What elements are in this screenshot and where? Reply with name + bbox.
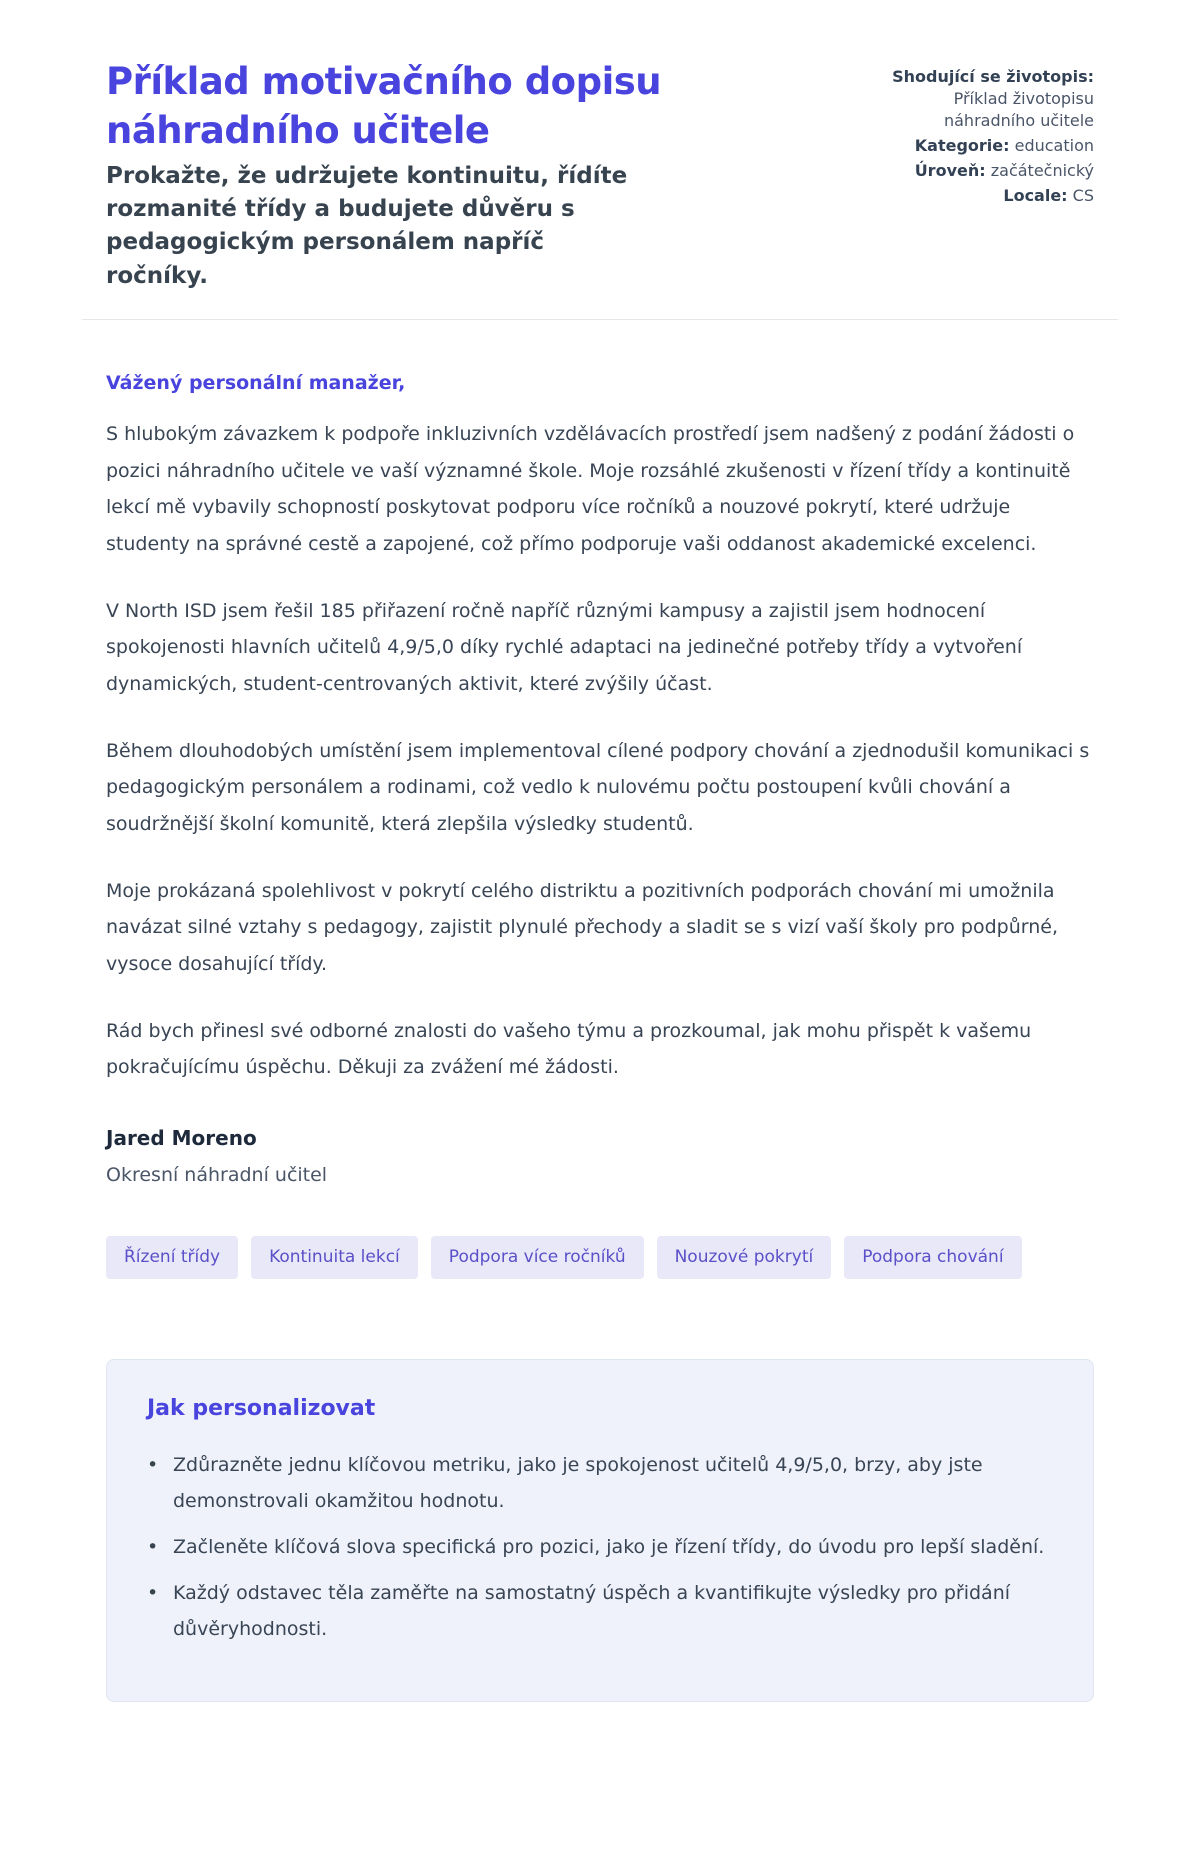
personalize-box [106, 1359, 1094, 1702]
bullet-dot-icon: • [147, 1536, 159, 1559]
keyword-tag: Nouzové pokrytí [657, 1236, 832, 1279]
personalize-item-text: Každý odstavec těla zaměřte na samostatný úspěch a kvantifikujte výsledky pro přidání důvěryhodnosti. [173, 1582, 1011, 1641]
meta-category-value: education [1014, 136, 1094, 156]
meta-level [794, 160, 1094, 182]
keyword-tag: Podpora více ročníků [431, 1236, 644, 1279]
personalize-item [147, 1575, 1053, 1647]
personalize-title: Jak personalizovat [147, 1395, 376, 1421]
personalize-item [147, 1529, 1053, 1565]
personalize-item-text: Zdůrazněte jednu klíčovou metriku, jako je spokojenost učitelů 4,9/5,0, brzy, aby jste demonstrovali okamžitou hodnotu. [173, 1453, 983, 1512]
meta-level-label: Úroveň: [914, 161, 986, 181]
personalize-list [147, 1447, 1053, 1647]
meta-locale [794, 185, 1094, 207]
keyword-tag: Podpora chování [844, 1236, 1021, 1279]
letter-paragraph: Rád bych přinesl své odborné znalosti do vašeho týmu a prozkoumal, jak mohu přispět k vašemu pokračujícímu úspěchu. Děkuji za zvážení mé žádosti. [106, 1019, 1032, 1079]
signature-role: Okresní náhradní učitel [106, 1163, 328, 1186]
keyword-tag: Kontinuita lekcí [251, 1236, 418, 1279]
meta-matching-resume-value: Příklad životopisu náhradního učitele [943, 89, 1094, 131]
meta-panel [794, 58, 1094, 210]
meta-level-value: začátečnický [990, 161, 1094, 181]
header [82, 58, 1118, 293]
keyword-tag: Řízení třídy [106, 1236, 238, 1279]
bullet-dot-icon: • [147, 1582, 159, 1605]
meta-locale-value: CS [1072, 186, 1094, 206]
bullet-dot-icon: • [147, 1453, 159, 1476]
letter-paragraph: Moje prokázaná spolehlivost v pokrytí celého distriktu a pozitivních podporách chování mi umožnila navázat silné vztahy s pedagogy, zajistit plynulé přechody a sladit se s vizí vaší školy pro podpůrné, vysoce dosahující třídy. [106, 879, 1059, 975]
personalize-item-text: Začleněte klíčová slova specifická pro pozici, jako je řízení třídy, do úvodu pro lepší sladění. [173, 1536, 1045, 1559]
signature-name: Jared Moreno [106, 1125, 257, 1150]
personalize-item [147, 1447, 1053, 1519]
page-subtitle: Prokažte, že udržujete kontinuitu, řídíte rozmanité třídy a budujete důvěru s pedagogickým personálem napříč ročníky. [106, 162, 628, 289]
signature-block [106, 1126, 1094, 1186]
meta-locale-label: Locale: [1003, 186, 1068, 206]
letter-paragraph: V North ISD jsem řešil 185 přiřazení ročně napříč různými kampusy a zajistil jsem hodnocení spokojenosti hlavních učitelů 4,9/5,0 díky rychlé adaptaci na jedinečné potřeby třídy a vytvoření dynamických, student-centrovaných aktivit, které zvýšily účast. [106, 599, 1023, 695]
header-title-block [106, 58, 726, 293]
letter-paragraphs [106, 416, 1094, 1086]
keyword-tags [82, 1236, 1118, 1279]
letter-greeting: Vážený personální manažer, [106, 372, 406, 395]
meta-category-label: Kategorie: [914, 136, 1010, 156]
letter-paragraph: Během dlouhodobých umístění jsem implementoval cílené podpory chování a zjednodušil komunikaci s pedagogickým personálem a rodinami, což vedlo k nulovému počtu postoupení kvůli chování a soudržnější školní komunitě, která zlepšila výsledky studentů. [106, 739, 1090, 835]
meta-category [794, 135, 1094, 157]
header-divider [82, 319, 1118, 320]
page-title: Příklad motivačního dopisu náhradního učitele [106, 60, 662, 152]
letter-paragraph: S hlubokým závazkem k podpoře inkluzivních vzdělávacích prostředí jsem nadšený z podání žádosti o pozici náhradního učitele ve vaší významné škole. Moje rozsáhlé zkušenosti v řízení třídy a kontinuitě lekcí mě vybavily schopností poskytovat podporu více ročníků a nouzové pokrytí, které udržuje studenty na správné cestě a zapojené, což přímo podporuje vaši oddanost akademické excelenci. [106, 423, 1075, 555]
letter-body [82, 372, 1118, 1186]
meta-matching-resume [794, 66, 1094, 132]
meta-matching-resume-label: Shodující se životopis: [892, 67, 1094, 86]
